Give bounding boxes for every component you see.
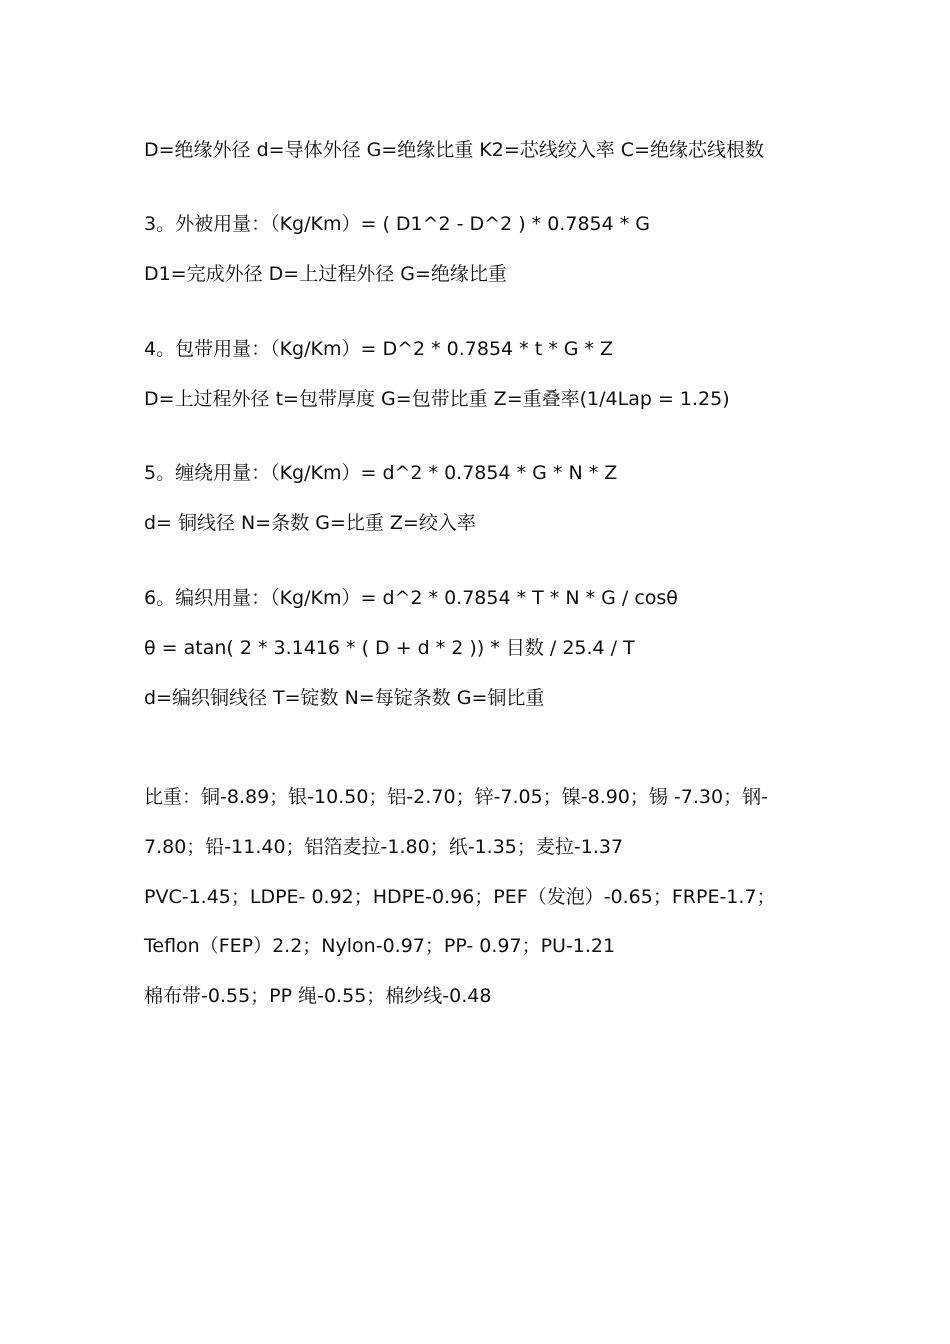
braid-variables-line: d=编织铜线径 T=锭数 N=每锭条数 G=铜比重 bbox=[144, 687, 545, 709]
insulation-variables-line: D=绝缘外径 d=导体外径 G=绝缘比重 K2=芯线绞入率 C=绝缘芯线根数 bbox=[144, 139, 764, 161]
specific-gravity-line-2: 7.80；铅-11.40；铝箔麦拉-1.80；纸-1.35；麦拉-1.37 bbox=[144, 836, 624, 858]
winding-usage-formula: 5。缠绕用量：（Kg/Km）= d^2 * 0.7854 * G * N * Z bbox=[144, 462, 618, 484]
jacket-usage-formula: 3。外被用量：（Kg/Km）= ( D1^2 - D^2 ) * 0.7854 * G bbox=[144, 213, 651, 235]
tape-usage-formula: 4。包带用量：（Kg/Km）= D^2 * 0.7854 * t * G * Z bbox=[144, 338, 614, 360]
braid-angle-formula: θ = atan( 2 * 3.1416 * ( D + d * 2 )) * 目数 / 25.4 / T bbox=[144, 637, 635, 659]
specific-gravity-line-3: PVC-1.45；LDPE- 0.92；HDPE-0.96；PEF（发泡）-0.65；FRPE-1.7； bbox=[144, 886, 776, 908]
braid-usage-formula: 6。编织用量：（Kg/Km）= d^2 * 0.7854 * T * N * G / cosθ bbox=[144, 587, 678, 609]
specific-gravity-line-1: 比重：铜-8.89；银-10.50；铝-2.70；锌-7.05；镍-8.90；锡 -7.30；钢- bbox=[144, 786, 768, 808]
specific-gravity-line-4: Teflon（FEP）2.2；Nylon-0.97；PP- 0.97；PU-1.21 bbox=[144, 935, 616, 957]
winding-variables-line: d= 铜线径 N=条数 G=比重 Z=绞入率 bbox=[144, 512, 476, 534]
tape-variables-line: D=上过程外径 t=包带厚度 G=包带比重 Z=重叠率(1/4Lap = 1.25) bbox=[144, 388, 730, 410]
specific-gravity-line-5: 棉布带-0.55；PP 绳-0.55；棉纱线-0.48 bbox=[144, 985, 492, 1007]
jacket-variables-line: D1=完成外径 D=上过程外径 G=绝缘比重 bbox=[144, 263, 507, 285]
